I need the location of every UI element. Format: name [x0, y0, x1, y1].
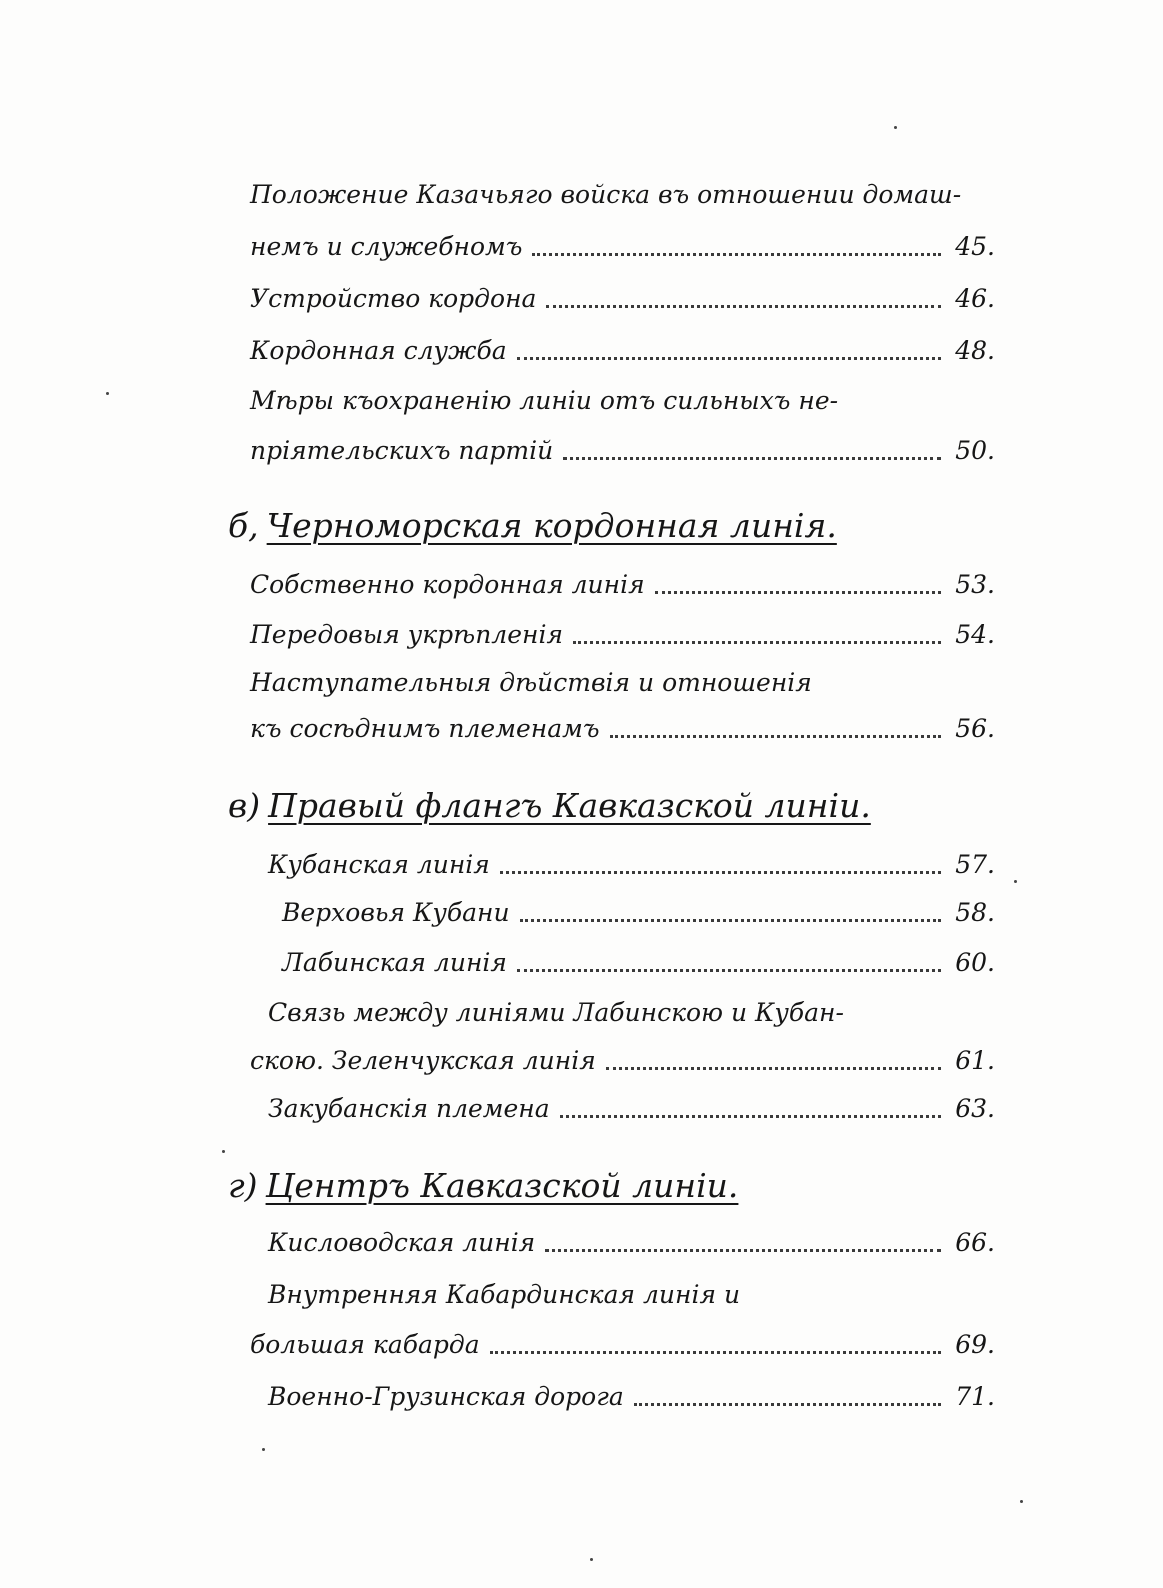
dot-leader	[573, 631, 941, 644]
toc-entry-title: Положение Казачьяго войска въ отношении домаш-	[250, 180, 962, 209]
toc-entry	[250, 654, 995, 698]
toc-entry-title: Связь между линіями Лабинскою и Кубан-	[268, 998, 844, 1027]
dot-leader	[563, 447, 941, 460]
dot-leader	[560, 1105, 941, 1118]
toc-entry-title: Наступательныя дѣйствія и отношенія	[250, 668, 812, 697]
toc-entry	[250, 556, 995, 600]
section-heading	[228, 506, 837, 546]
scan-speck	[590, 1558, 593, 1561]
toc-entry-page: 66.	[955, 1228, 995, 1257]
toc-entry	[250, 322, 995, 366]
toc-entry-title: Кисловодская линія	[268, 1228, 536, 1257]
section-heading-text: Черноморская кордонная линія.	[266, 506, 837, 545]
section-marker: г)	[228, 1166, 258, 1205]
scan-speck	[262, 1448, 265, 1451]
toc-entry	[250, 606, 995, 650]
toc-entry-page: 54.	[955, 620, 995, 649]
toc-entry-page: 61.	[955, 1046, 995, 1075]
dot-leader	[500, 861, 941, 874]
dot-leader	[655, 581, 941, 594]
section-heading	[228, 1166, 738, 1206]
toc-entry-title: Верховья Кубани	[282, 898, 510, 927]
toc-entry	[250, 166, 995, 210]
toc-entry	[282, 934, 995, 978]
scan-speck	[1020, 1500, 1023, 1503]
section-marker: в)	[228, 786, 261, 825]
toc-entry-title: Лабинская линія	[282, 948, 507, 977]
toc-entry	[268, 1080, 995, 1124]
dot-leader	[490, 1341, 941, 1354]
dot-leader	[517, 347, 941, 360]
toc-entry-page: 46.	[955, 284, 995, 313]
dot-leader	[606, 1057, 941, 1070]
toc-entry-page: 63.	[955, 1094, 995, 1123]
section-marker: б,	[228, 506, 259, 545]
toc-entry	[282, 884, 995, 928]
scan-speck	[894, 126, 897, 129]
dot-leader	[517, 959, 941, 972]
toc-entry	[250, 218, 995, 262]
toc-entry-page: 45.	[955, 232, 995, 261]
toc-entry-title: скою. Зеленчукская линія	[250, 1046, 596, 1075]
toc-entry-page: 69.	[955, 1330, 995, 1359]
toc-entry-page: 71.	[955, 1382, 995, 1411]
toc-entry-title: къ сосѣднимъ племенамъ	[250, 714, 600, 743]
toc-entry-title: немъ и служебномъ	[250, 232, 523, 261]
toc-entry	[268, 1266, 995, 1310]
dot-leader	[610, 725, 942, 738]
toc-entry-title: Устройство кордона	[250, 284, 537, 313]
toc-entry-title: Кордонная служба	[250, 336, 507, 365]
dot-leader	[520, 909, 941, 922]
toc-entry-title: Закубанскія племена	[268, 1094, 550, 1123]
scan-speck	[106, 392, 109, 395]
toc-entry-title: Передовыя укрѣпленія	[250, 620, 564, 649]
toc-entry-page: 58.	[955, 898, 995, 927]
toc-entry-title: Военно-Грузинская дорога	[268, 1382, 624, 1411]
toc-entry	[268, 1368, 995, 1412]
section-heading-text: Правый флангъ Кавказской линіи.	[268, 786, 871, 825]
toc-entry	[250, 700, 995, 744]
toc-entry	[250, 270, 995, 314]
toc-entry-title: большая кабарда	[250, 1330, 480, 1359]
toc-entry	[268, 1214, 995, 1258]
toc-entry	[268, 984, 995, 1028]
scan-speck	[222, 1150, 225, 1153]
toc-entry-title: Мѣры къохраненію линіи отъ сильныхъ не-	[250, 386, 839, 415]
toc-entry-page: 50.	[955, 436, 995, 465]
toc-entry-page: 57.	[955, 850, 995, 879]
toc-entry-title: Кубанская линія	[268, 850, 490, 879]
dot-leader	[545, 1239, 941, 1252]
toc-entry-page: 53.	[955, 570, 995, 599]
toc-entry	[250, 1316, 995, 1360]
scan-speck	[1014, 880, 1017, 883]
toc-entry	[250, 422, 995, 466]
toc-entry-page: 60.	[955, 948, 995, 977]
toc-entry	[250, 372, 995, 416]
section-heading	[228, 786, 871, 826]
toc-entry	[250, 1032, 995, 1076]
toc-entry-title: пріятельскихъ партій	[250, 436, 554, 465]
toc-entry	[268, 836, 995, 880]
section-heading-text: Центръ Кавказской линіи.	[265, 1166, 739, 1205]
dot-leader	[532, 243, 941, 256]
toc-entry-title: Внутренняя Кабардинская линія и	[268, 1280, 741, 1309]
toc-entry-title: Собственно кордонная линія	[250, 570, 645, 599]
toc-entry-page: 48.	[955, 336, 995, 365]
toc-entry-page: 56.	[955, 714, 995, 743]
dot-leader	[634, 1393, 941, 1406]
dot-leader	[546, 295, 941, 308]
